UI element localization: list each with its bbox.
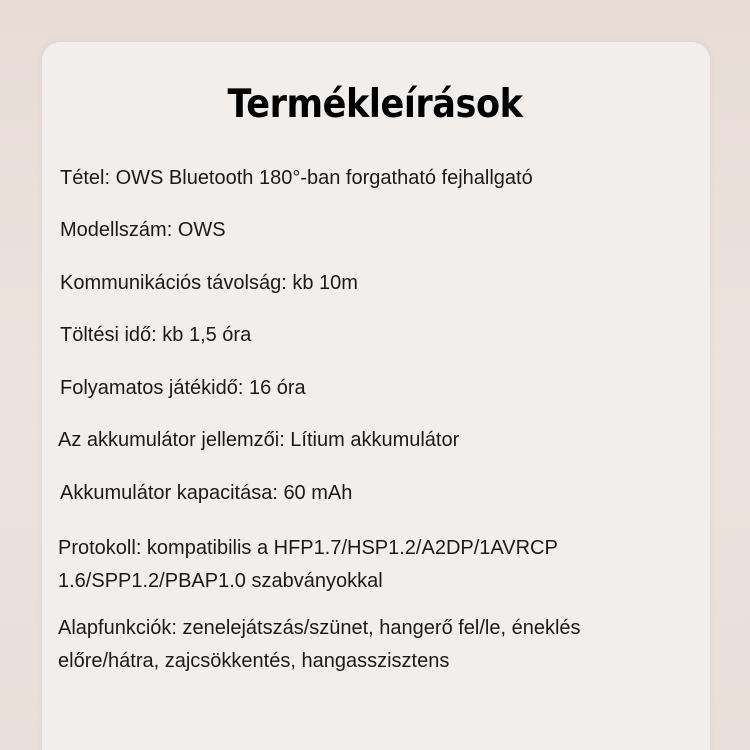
spec-item-alapfunkciok-line1: Alapfunkciók: zenelejátszás/szünet, hangerő fel/le, éneklés: [58, 617, 581, 639]
spec-item-jatekido: Folyamatos játékidő: 16 óra: [60, 377, 306, 399]
spec-item-modellszam: Modellszám: OWS: [60, 219, 226, 241]
spec-item-alapfunkciok-line2: előre/hátra, zajcsökkentés, hangasszisztens: [58, 650, 450, 672]
page-title: Termékleírások: [227, 82, 523, 127]
spec-item-protokoll-line2: 1.6/SPP1.2/PBAP1.0 szabványokkal: [58, 570, 383, 592]
spec-item-tavolsag: Kommunikációs távolság: kb 10m: [60, 272, 358, 294]
spec-item-toltesi-ido: Töltési idő: kb 1,5 óra: [60, 324, 252, 346]
spec-item-protokoll-line1: Protokoll: kompatibilis a HFP1.7/HSP1.2/A2DP/1AVRCP: [58, 537, 558, 559]
spec-item-tetel: Tétel: OWS Bluetooth 180°-ban forgatható fejhallgató: [60, 167, 533, 189]
spec-item-akkumulator-kapacitas: Akkumulátor kapacitása: 60 mAh: [60, 482, 353, 504]
spec-item-akkumulator-jellemzoi: Az akkumulátor jellemzői: Lítium akkumulátor: [58, 429, 460, 451]
